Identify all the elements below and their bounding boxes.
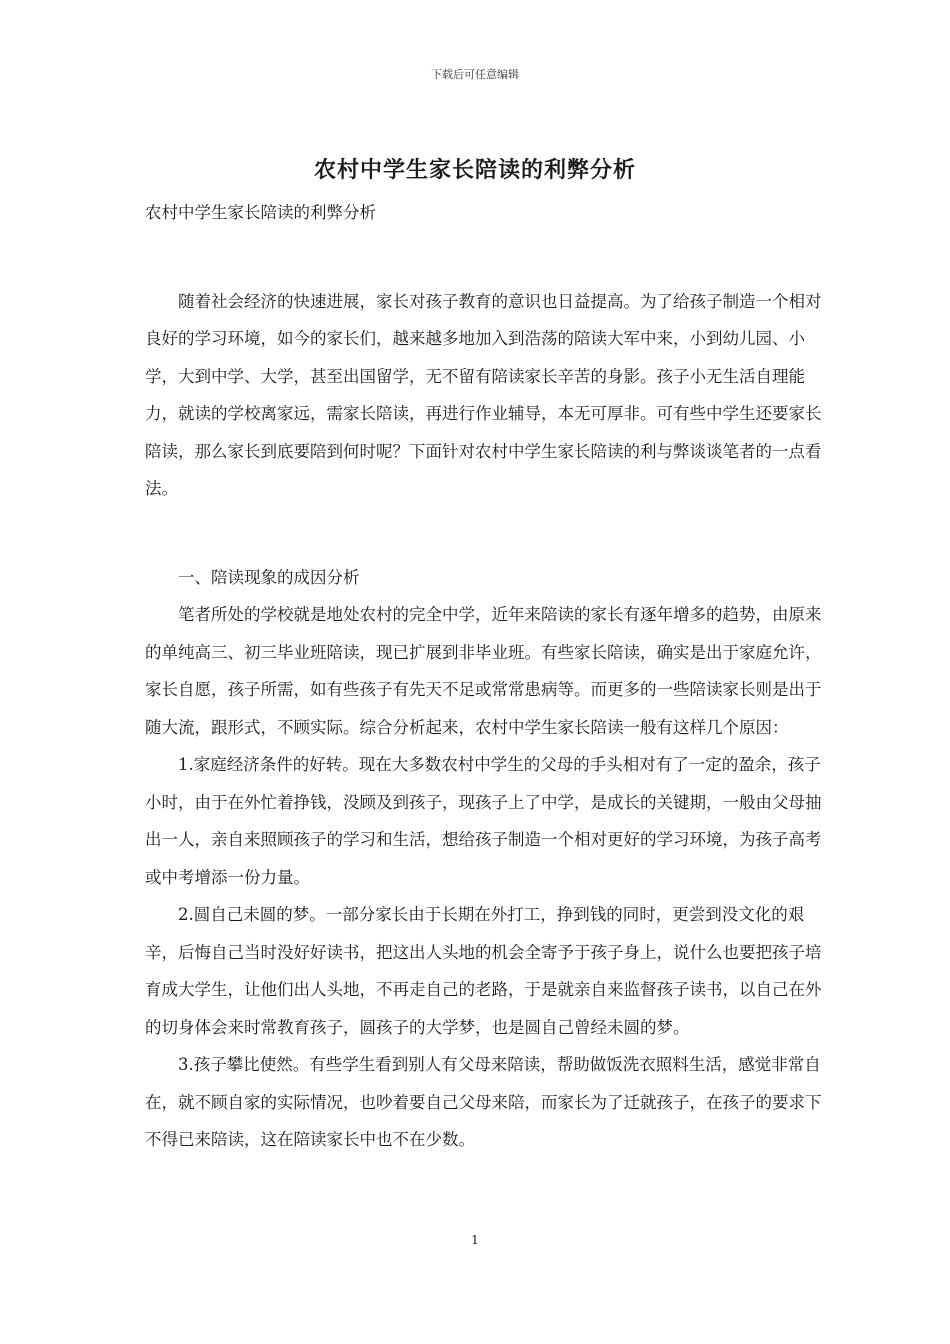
list-item-1: 1.家庭经济条件的好转。现在大多数农村中学生的父母的手头相对有了一定的盈余，孩子小时，由于在外忙着挣钱，没顾及到孩子，现孩子上了中学，是成长的关键期，一般由父母抽出一人，亲自来照顾孩子的学习和生活，想给孩子制造一个相对更好的学习环境，为孩子高考或中考增添一份力量。 [145, 755, 822, 887]
intro-paragraph: 随着社会经济的快速进展，家长对孩子教育的意识也日益提高。为了给孩子制造一个相对良好的学习环境，如今的家长们，越来越多地加入到浩荡的陪读大军中来，小到幼儿园、小学，大到中学、大学，甚至出国留学，无不留有陪读家长辛苦的身影。孩子小无生活自理能力，就读的学校离家远，需家长陪读，再进行作业辅导，本无可厚非。可有些中学生还要家长陪读，那么家长到底要陪到何时呢？下面针对农村中学生家长陪读的利与弊谈谈笔者的一点看法。 [145, 291, 822, 498]
section-paragraph: 笔者所处的学校就是地处农村的完全中学，近年来陪读的家长有逐年增多的趋势，由原来的单纯高三、初三毕业班陪读，现已扩展到非毕业班。有些家长陪读，确实是出于家庭允许，家长自愿，孩子所需，如有些孩子有先天不足或常常患病等。而更多的一些陪读家长则是出于随大流，跟形式，不顾实际。综合分析起来，农村中学生家长陪读一般有这样几个原因： [145, 605, 822, 737]
section-heading: 一、陪读现象的成因分析 [178, 567, 360, 587]
header-note: 下载后可任意编辑 [431, 68, 519, 81]
list-item-2: 2.圆自己未圆的梦。一部分家长由于长期在外打工，挣到钱的同时，更尝到没文化的艰辛，后悔自己当时没好好读书，把这出人头地的机会全寄予于孩子身上，说什么也要把孩子培育成大学生，让他们出人头地，不再走自己的老路，于是就亲自来监督孩子读书，以自己在外的切身体会来时常教育孩子，圆孩子的大学梦，也是圆自己曾经未圆的梦。 [145, 905, 822, 1037]
document-subtitle: 农村中学生家长陪读的利弊分析 [145, 203, 376, 222]
document-body [145, 194, 825, 1159]
document-title: 农村中学生家长陪读的利弊分析 [313, 158, 636, 183]
list-item-3: 3.孩子攀比使然。有些学生看到别人有父母来陪读，帮助做饭洗衣照料生活，感觉非常自在，就不顾自家的实际情况，也吵着要自己父母来陪，而家长为了迁就孩子，在孩子的要求下不得已来陪读，这在陪读家长中也不在少数。 [145, 1055, 822, 1149]
page-number: 1 [471, 1233, 479, 1247]
